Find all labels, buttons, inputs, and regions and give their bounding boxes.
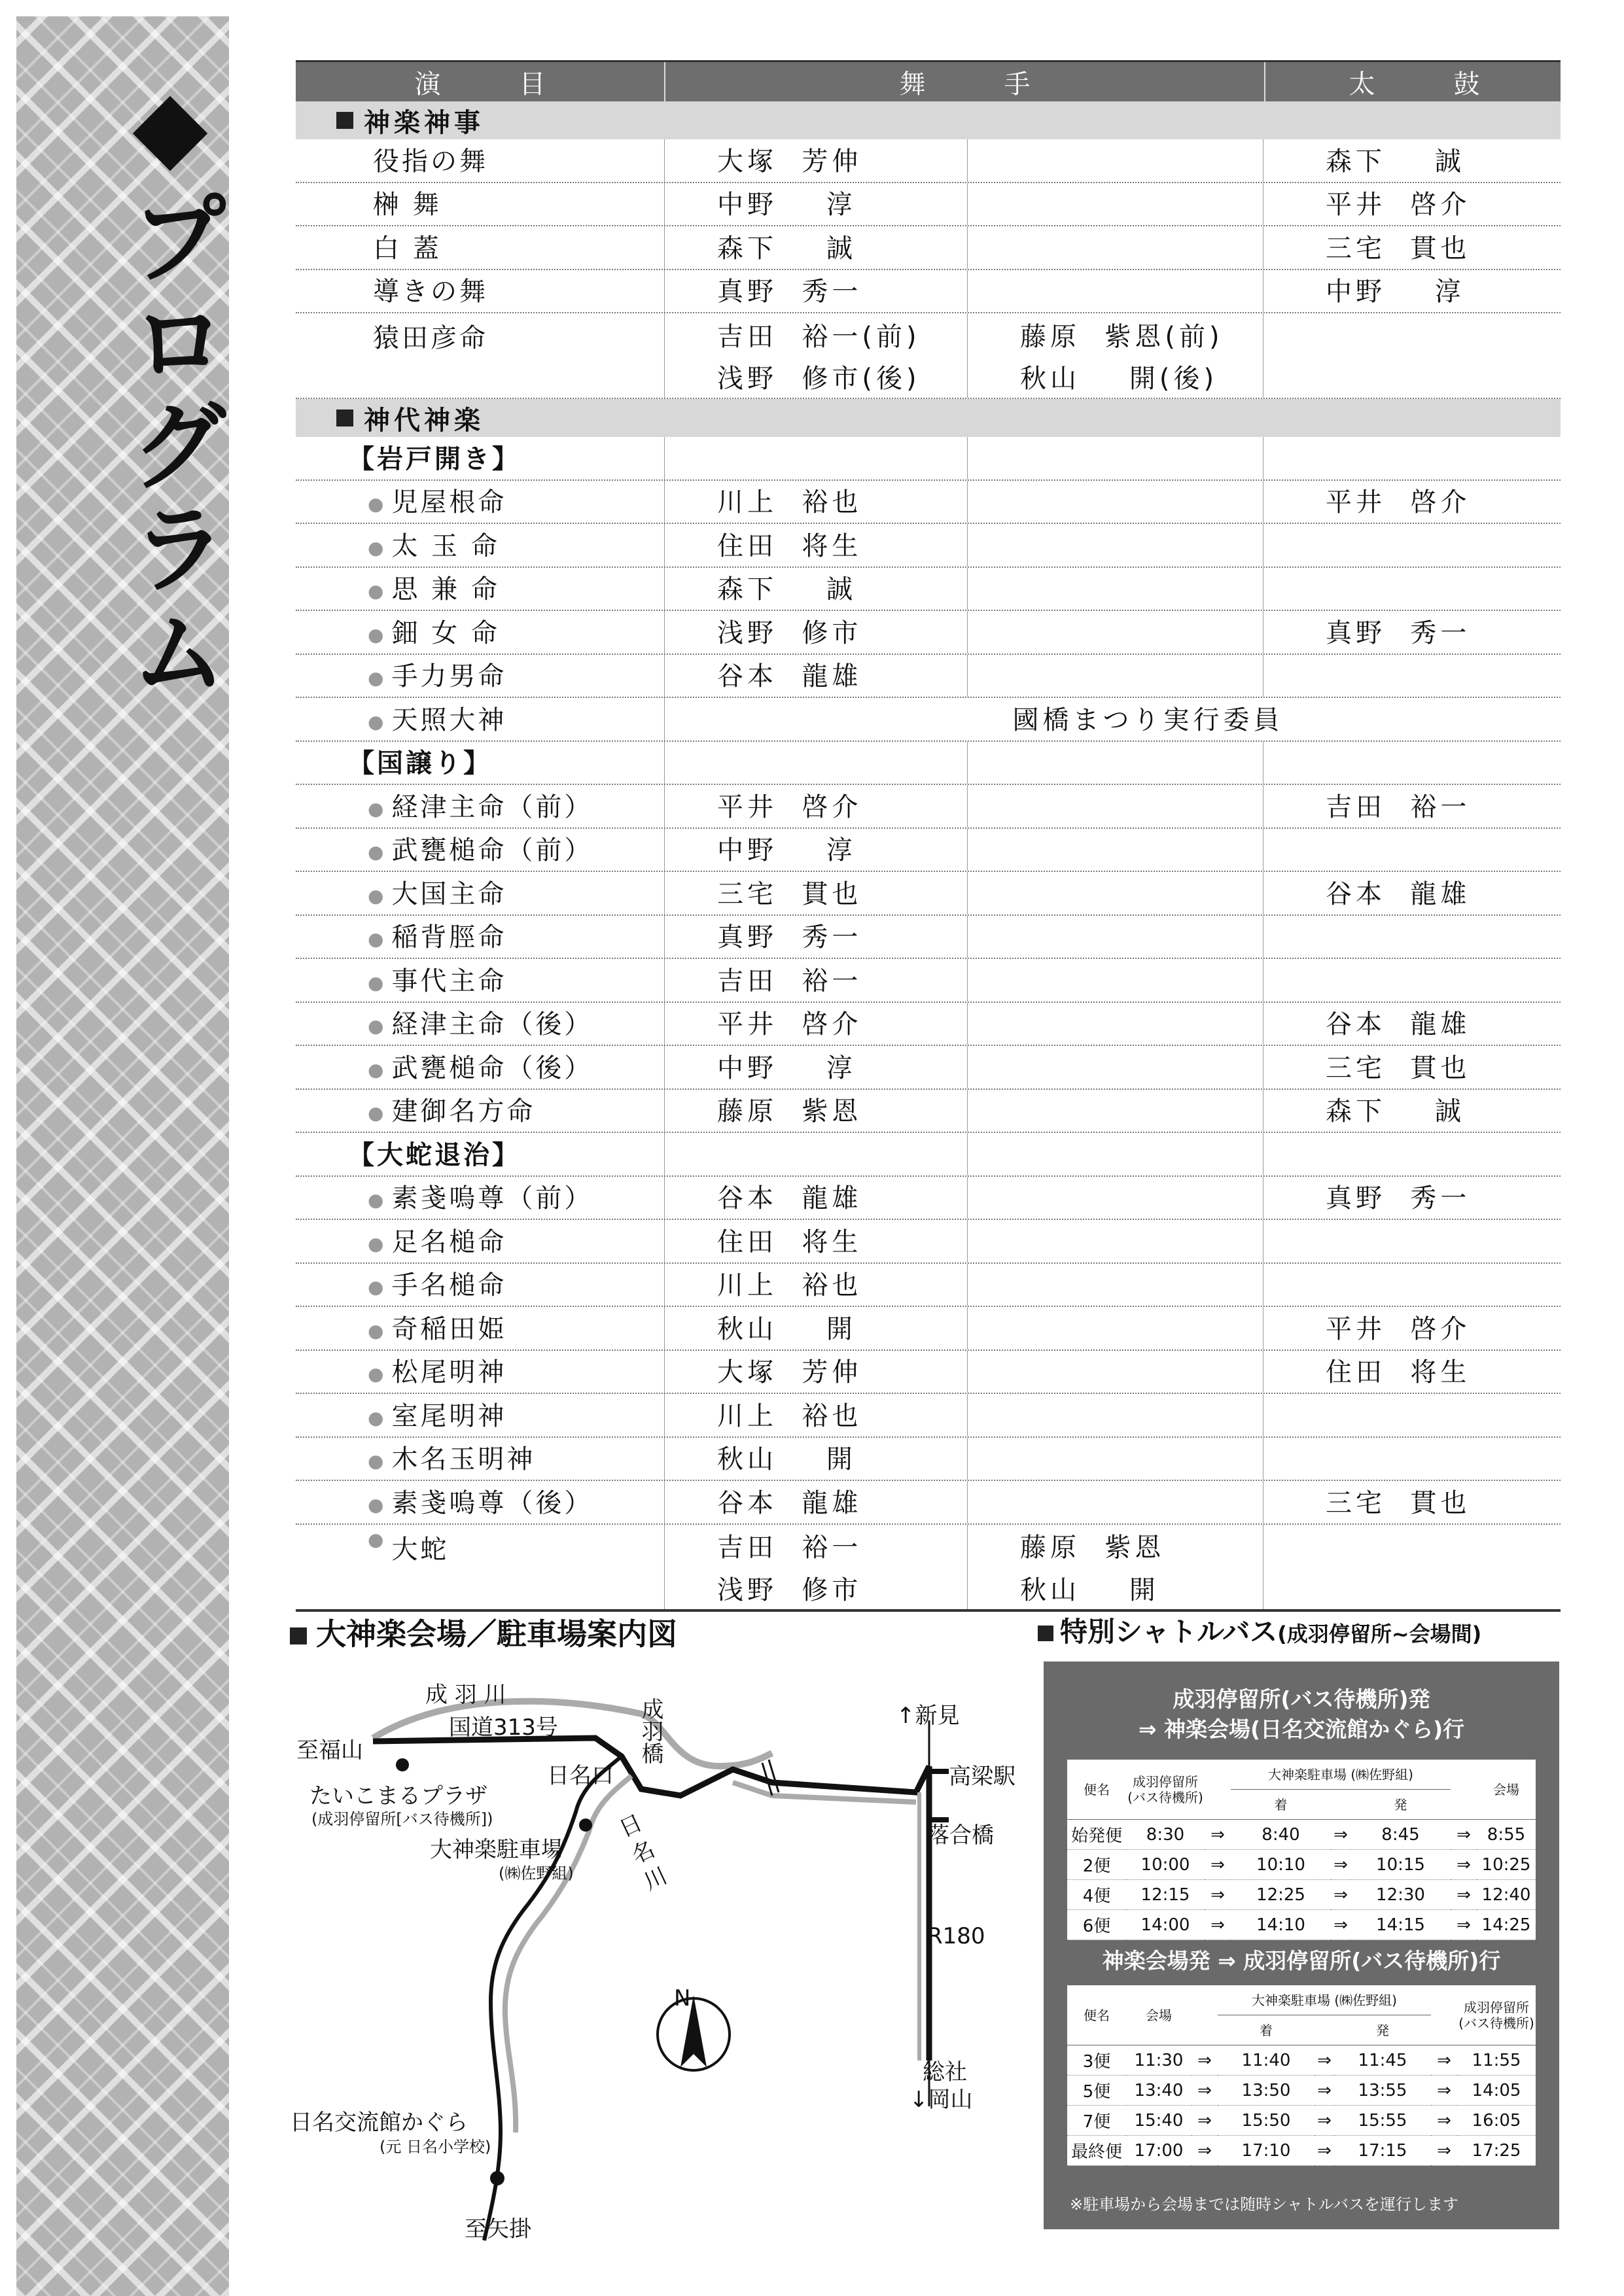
label-taikomaru-plaza: たいこまるプラザ bbox=[309, 1783, 487, 1809]
north-compass-icon bbox=[658, 1995, 730, 2070]
header-program: 演目 bbox=[414, 69, 624, 99]
timetable-row: 6便 14:00 ⇒ 14:10 ⇒ 14:15 ⇒ 14:25 bbox=[1067, 1910, 1536, 1940]
subsection-orochi: 【大蛇退治】 bbox=[296, 1133, 1561, 1177]
table-row: ● 木名玉明神 秋山 開 bbox=[296, 1438, 1561, 1482]
timetable-outbound: 便名 成羽停留所 (バス待機所) 大神楽駐車場 (㈱佐野組) 会場 着 発 始発便 8:30 ⇒ 8:40 ⇒ 8:45 ⇒ 8:55 2便 10:00 ⇒ 10:10 ⇒ 10:15 ⇒ 10:25 4便 12:15 ⇒ 12:25 ⇒ 12:30 ⇒ 12:40 6便 14:00 ⇒ 14:10 ⇒ 14:15 ⇒ 14:25 bbox=[1067, 1760, 1536, 1940]
section-kagura-shinji: 神楽神事 bbox=[296, 101, 1561, 139]
label-kagura-hall: 日名交流館かぐら bbox=[290, 2110, 468, 2136]
table-row: ● 経津主命（後） 平井 啓介 谷本 龍雄 bbox=[296, 1003, 1561, 1047]
table-row: ● 松尾明神 大塚 芳伸 住田 将生 bbox=[296, 1351, 1561, 1395]
timetable-row: 始発便 8:30 ⇒ 8:40 ⇒ 8:45 ⇒ 8:55 bbox=[1067, 1820, 1536, 1850]
timetable-row: 7便 15:40 ⇒ 15:50 ⇒ 15:55 ⇒ 16:05 bbox=[1067, 2106, 1536, 2136]
subsection-kuniyuzuri: 【国譲り】 bbox=[296, 742, 1561, 786]
timetable-row: 最終便 17:00 ⇒ 17:10 ⇒ 17:15 ⇒ 17:25 bbox=[1067, 2136, 1536, 2166]
table-row: 役指の舞 大塚 芳伸 森下 誠 bbox=[296, 139, 1561, 183]
timetable-row: 4便 12:15 ⇒ 12:25 ⇒ 12:30 ⇒ 12:40 bbox=[1067, 1880, 1536, 1910]
table-row: ● 天照大神 國橋まつり実行委員 bbox=[296, 698, 1561, 742]
table-row: 導きの舞 真野 秀一 中野 淳 bbox=[296, 270, 1561, 314]
table-row: ● 武甕槌命（前） 中野 淳 bbox=[296, 829, 1561, 873]
label-to-fukuyama: 至福山 bbox=[296, 1737, 363, 1764]
table-row: ● 手力男命 谷本 龍雄 bbox=[296, 655, 1561, 699]
table-row: ● 奇稲田姫 秋山 開 平井 啓介 bbox=[296, 1307, 1561, 1351]
table-row: ● 事代主命 吉田 裕一 bbox=[296, 959, 1561, 1003]
timetable-return: 便名 会場 大神楽駐車場 (㈱佐野組) 成羽停留所 (バス待機所) 着 発 3便 11:30 ⇒ 11:40 ⇒ 11:45 ⇒ 11:55 5便 13:40 ⇒ 13:50 ⇒ 13:55 ⇒ 14:05 7便 15:40 ⇒ 15:50 ⇒ 15:55 ⇒ 16:05 最終便 17:00 ⇒ 17:10 ⇒ 17:15 ⇒ 17:25 bbox=[1067, 1985, 1536, 2166]
header-drum: 太鼓 bbox=[1264, 62, 1563, 101]
label-parking-sub: (㈱佐野組) bbox=[499, 1864, 574, 1883]
table-row: ● 太 玉 命 住田 将生 bbox=[296, 524, 1561, 568]
plaza-point bbox=[396, 1758, 409, 1771]
nariwa-river bbox=[373, 1701, 772, 1766]
map-title: 大神楽会場／駐車場案内図 bbox=[290, 1610, 677, 1654]
section-jindai-kagura: 神代神楽 bbox=[296, 399, 1561, 437]
label-ochiai-bridge: 落合橋 bbox=[927, 1822, 994, 1849]
table-row: ● 鈿 女 命 浅野 修市 真野 秀一 bbox=[296, 611, 1561, 655]
label-r180: R180 bbox=[927, 1923, 985, 1949]
shuttle-note: ※駐車場から会場までは随時シャトルバスを運行します bbox=[1070, 2195, 1458, 2214]
label-north: N bbox=[674, 1985, 691, 2011]
header-dancer: 舞手 bbox=[664, 62, 1264, 101]
subsection-iwato: 【岩戸開き】 bbox=[296, 437, 1561, 481]
timetable-row: 2便 10:00 ⇒ 10:10 ⇒ 10:15 ⇒ 10:25 bbox=[1067, 1850, 1536, 1880]
timetable1-heading: 成羽停留所(バス待機所)発 ⇒ 神楽会場(日名交流館かぐら)行 bbox=[1138, 1686, 1465, 1742]
table-row: ● 経津主命（前） 平井 啓介 吉田 裕一 bbox=[296, 785, 1561, 829]
table-row: ● 思 兼 命 森下 誠 bbox=[296, 568, 1561, 612]
label-nariwa-bridge: 成羽橋 bbox=[637, 1697, 663, 1764]
table-row: ● 建御名方命 藤原 紫恩 森下 誠 bbox=[296, 1090, 1561, 1134]
table-row: ● 大国主命 三宅 貫也 谷本 龍雄 bbox=[296, 872, 1561, 916]
timetable-row: 5便 13:40 ⇒ 13:50 ⇒ 13:55 ⇒ 14:05 bbox=[1067, 2076, 1536, 2106]
table-header bbox=[296, 60, 1561, 101]
label-to-yakake: 至矢掛 bbox=[465, 2216, 531, 2242]
label-parking: 大神楽駐車場 bbox=[430, 1837, 563, 1863]
table-row: ● 大蛇 吉田 裕一 浅野 修市 藤原 紫恩 秋山 開 bbox=[296, 1525, 1561, 1609]
timetable-row: 3便 11:30 ⇒ 11:40 ⇒ 11:45 ⇒ 11:55 bbox=[1067, 2045, 1536, 2076]
label-okayama: ↓岡山 bbox=[909, 2087, 973, 2113]
table-row: ● 児屋根命 川上 裕也 平井 啓介 bbox=[296, 481, 1561, 525]
label-soja: 総社 bbox=[923, 2059, 967, 2085]
label-niimi: ↑新見 bbox=[896, 1703, 960, 1729]
table-row: ● 手名槌命 川上 裕也 bbox=[296, 1264, 1561, 1308]
label-hina-river: 日 名 川 bbox=[611, 1810, 670, 1895]
sidebar-pattern bbox=[16, 16, 229, 2296]
table-row: ● 素戔嗚尊（後） 谷本 龍雄 三宅 貫也 bbox=[296, 1481, 1561, 1525]
table-row: ● 稲背脛命 真野 秀一 bbox=[296, 916, 1561, 960]
label-takahashi-station: 高梁駅 bbox=[949, 1764, 1015, 1790]
kagura-point bbox=[490, 2171, 504, 2185]
table-row: ● 足名槌命 住田 将生 bbox=[296, 1220, 1561, 1264]
timetable2-heading: 神楽会場発 ⇒ 成羽停留所(バス待機所)行 bbox=[1102, 1948, 1501, 1974]
label-plaza-sub: (成羽停留所[バス待機所]) bbox=[311, 1810, 493, 1828]
table-row: 白 蓋 森下 誠 三宅 貫也 bbox=[296, 226, 1561, 270]
table-row: 榊 舞 中野 淳 平井 啓介 bbox=[296, 183, 1561, 227]
page-title: ◆プログラム bbox=[113, 69, 227, 704]
label-kagura-sub: (元 日名小学校) bbox=[380, 2138, 491, 2156]
table-row: ● 室尾明神 川上 裕也 bbox=[296, 1394, 1561, 1438]
shuttle-panel bbox=[1044, 1661, 1559, 2229]
parking-point bbox=[579, 1818, 592, 1832]
table-row: ● 武甕槌命（後） 中野 淳 三宅 貫也 bbox=[296, 1046, 1561, 1090]
label-nariwa-river: 成 羽 川 bbox=[425, 1682, 506, 1708]
shuttle-title: 特別シャトルバス(成羽停留所~会場間) bbox=[1038, 1610, 1481, 1650]
table-row: ● 素戔嗚尊（前） 谷本 龍雄 真野 秀一 bbox=[296, 1177, 1561, 1221]
table-row: 猿田彦命 吉田 裕一(前) 浅野 修市(後) 藤原 紫恩(前) 秋山 開(後) bbox=[296, 313, 1561, 399]
program-table bbox=[296, 60, 1561, 1612]
label-route-313: 国道313号 bbox=[449, 1714, 558, 1741]
label-hinaguchi: 日名口 bbox=[547, 1763, 614, 1789]
